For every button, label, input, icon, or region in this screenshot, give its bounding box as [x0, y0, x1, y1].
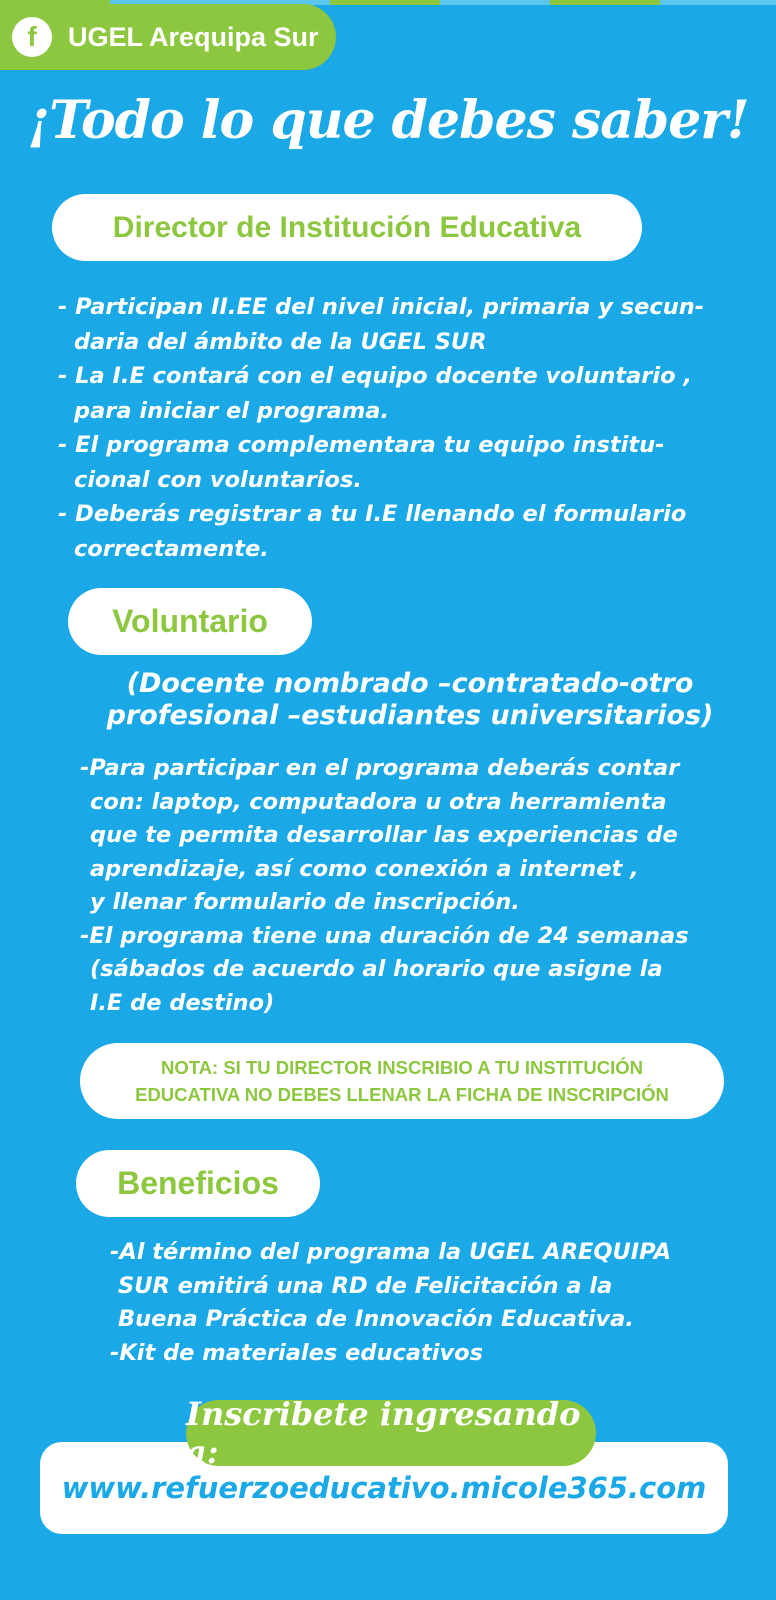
list-item: -Kit de materiales educativos	[110, 1339, 483, 1366]
list-item-continuation: daria del ámbito de la UGEL SUR	[74, 328, 487, 355]
registration-url-link[interactable]: www.refuerzoeducativo.micole365.com	[40, 1442, 728, 1534]
director-section-title: Director de Institución Educativa	[52, 194, 642, 261]
list-item-continuation: con: laptop, computadora u otra herramienta	[90, 788, 667, 815]
list-item: - Deberás registrar a tu I.E llenando el formulario	[58, 501, 687, 527]
voluntario-section-title: Voluntario	[68, 588, 312, 655]
list-item: - La I.E contará con el equipo docente voluntario ,	[58, 363, 692, 389]
headline: ¡Todo lo que debes saber!	[27, 90, 749, 151]
voluntario-subtitle-line: (Docente nombrado –contratado-otro	[126, 668, 694, 699]
facebook-page-name: UGEL Arequipa Sur	[68, 21, 319, 52]
list-item-continuation: cional con voluntarios.	[74, 466, 362, 493]
voluntario-subtitle	[60, 668, 760, 732]
list-item-continuation: aprendizaje, así como conexión a internet ,	[90, 855, 639, 882]
nota-line: EDUCATIVA NO DEBES LLENAR LA FICHA DE INSCRIPCIÓN	[135, 1084, 669, 1105]
facebook-icon: f	[12, 17, 52, 57]
director-list	[58, 290, 758, 566]
nota-line: NOTA: SI TU DIRECTOR INSCRIBIO A TU INSTITUCIÓN	[160, 1057, 644, 1078]
list-item: - El programa complementara tu equipo institu-	[58, 432, 665, 458]
list-item-continuation: I.E de destino)	[90, 989, 275, 1016]
list-item-continuation: para iniciar el programa.	[74, 397, 390, 424]
cta-label: Inscribete ingresando a:	[186, 1400, 596, 1466]
list-item: -Al término del programa la UGEL AREQUIPA	[110, 1239, 672, 1265]
beneficios-list	[110, 1236, 750, 1370]
list-item: -El programa tiene una duración de 24 semanas	[80, 922, 689, 949]
voluntario-subtitle-line: profesional –estudiantes universitarios)	[106, 700, 714, 731]
nota-banner	[80, 1043, 724, 1119]
list-item-continuation: (sábados de acuerdo al horario que asigne la	[90, 956, 663, 982]
list-item-continuation: SUR emitirá una RD de Felicitación a la	[118, 1272, 613, 1299]
voluntario-list	[80, 752, 750, 1020]
list-item: - Participan II.EE del nivel inicial, primaria y secun-	[58, 294, 705, 320]
list-item-continuation: que te permita desarrollar las experiencias de	[90, 822, 678, 848]
list-item-continuation: y llenar formulario de inscripción.	[90, 889, 520, 915]
list-item-continuation: Buena Práctica de Innovación Educativa.	[118, 1306, 634, 1332]
beneficios-section-title: Beneficios	[76, 1150, 320, 1217]
list-item: -Para participar en el programa deberás contar	[80, 755, 680, 781]
facebook-page-badge[interactable]	[0, 4, 336, 70]
list-item-continuation: correctamente.	[74, 535, 269, 562]
